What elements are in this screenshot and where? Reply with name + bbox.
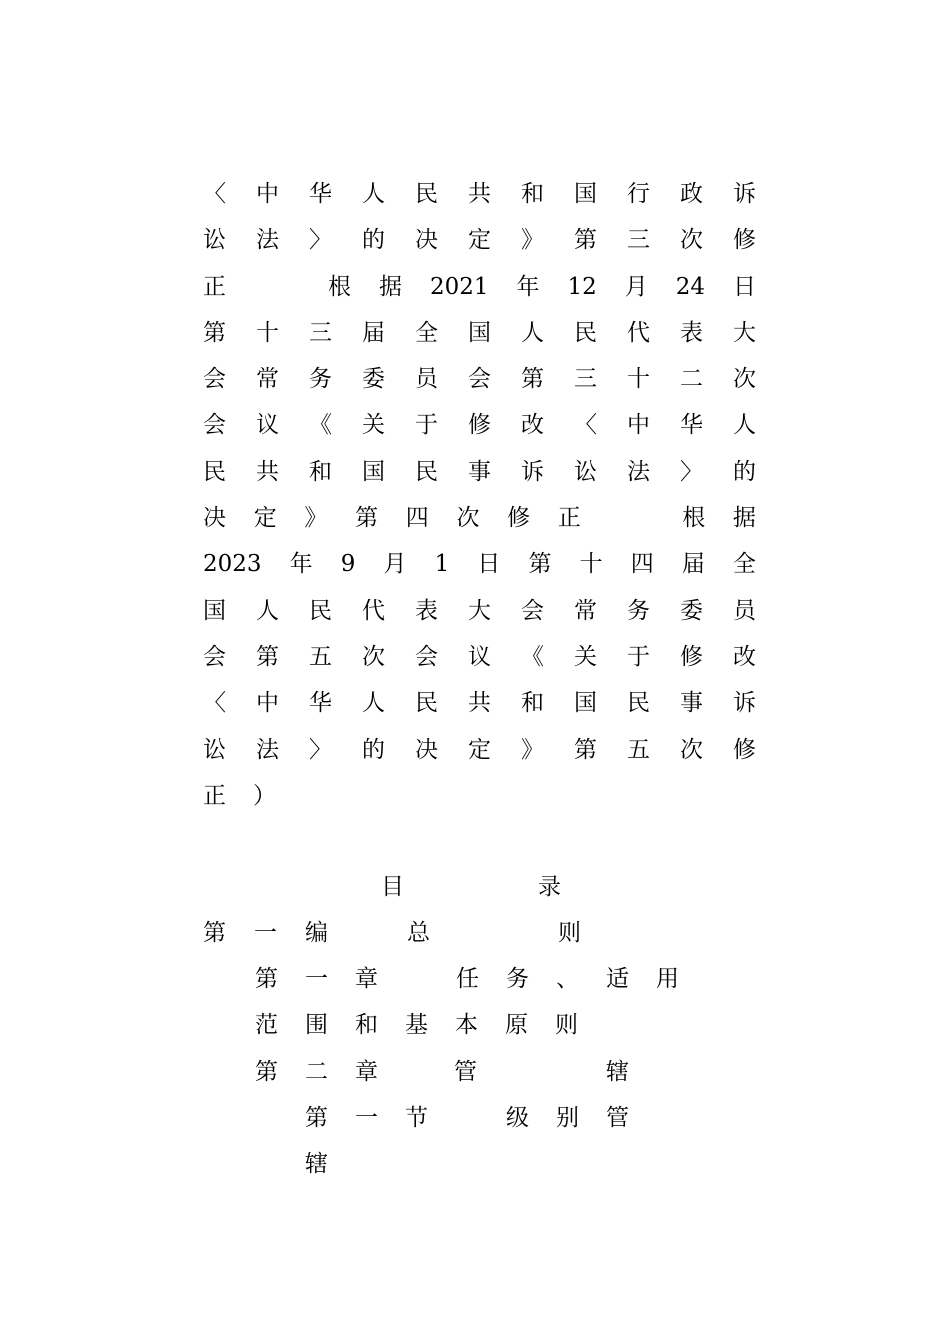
toc-part-num: 一: [254, 920, 277, 946]
text-char: 员: [415, 366, 438, 393]
text-char: 共: [256, 458, 279, 485]
toc-chapter-1[interactable]: [203, 956, 756, 1002]
text-char: 》: [521, 736, 544, 763]
text-char: 会: [203, 366, 226, 393]
text-char: 三: [574, 366, 597, 393]
text-char: 务: [309, 366, 332, 393]
text-char: 12: [567, 273, 597, 300]
text-char: 华: [680, 412, 703, 439]
toc-chapter-title: 任: [456, 966, 479, 993]
text-char: 十: [579, 551, 603, 578]
toc-title-char: 录: [538, 874, 561, 900]
text-char: 据: [732, 505, 756, 532]
text-line: [203, 402, 756, 448]
text-char: 于: [627, 643, 650, 670]
text-char: 代: [362, 597, 385, 624]
text-char: 人: [733, 412, 756, 439]
text-char: 日: [732, 273, 756, 300]
text-char: 月: [383, 551, 407, 578]
text-char: 全: [732, 551, 756, 578]
text-char: 第: [203, 319, 226, 346]
text-char: 大: [733, 319, 756, 346]
toc-section-num: 第: [305, 1104, 328, 1131]
toc-chapter-title: 范: [255, 1012, 278, 1039]
toc-chapter-title: 原: [505, 1012, 528, 1039]
toc-chapter-num: 第: [255, 966, 278, 993]
text-char: 的: [733, 458, 756, 485]
text-char: 民: [415, 181, 438, 207]
toc-chapter-title: 适: [606, 966, 629, 993]
text-char: 届: [681, 551, 705, 578]
text-char: 民: [203, 458, 226, 485]
text-char: 三: [627, 227, 650, 254]
table-of-contents: [203, 910, 756, 1187]
text-char: 议: [468, 643, 491, 670]
text-line: [203, 264, 756, 310]
toc-chapter-title: 管: [454, 1058, 477, 1085]
text-char: 法: [256, 227, 279, 254]
toc-part-1[interactable]: [203, 910, 756, 956]
text-char: 法: [256, 736, 279, 763]
toc-chapter-title: 辖: [606, 1058, 629, 1085]
text-char: 关: [362, 412, 385, 439]
text-char: 的: [362, 736, 385, 763]
text-char: 〈: [574, 412, 597, 439]
text-char: 修: [507, 505, 531, 532]
text-char: 代: [627, 319, 650, 346]
text-line: [203, 634, 756, 680]
text-char: 三: [309, 319, 332, 346]
text-char: 关: [574, 643, 597, 670]
text-char: 国: [203, 597, 226, 624]
text-char: 月: [624, 273, 648, 300]
text-char: 修: [733, 736, 756, 763]
text-line: [203, 310, 756, 356]
text-char: 的: [362, 227, 385, 254]
toc-title: [381, 864, 561, 910]
text-char: 9: [340, 551, 356, 578]
text-char: 讼: [574, 458, 597, 485]
text-char: 国: [468, 319, 491, 346]
text-char: 人: [362, 181, 385, 207]
toc-section-1-cont[interactable]: [203, 1141, 756, 1187]
text-char: 国: [574, 181, 597, 207]
toc-section-1[interactable]: [203, 1095, 756, 1141]
text-char: 民: [309, 597, 332, 624]
text-char: 十: [627, 366, 650, 393]
text-char: 人: [362, 690, 385, 717]
text-char: 表: [415, 597, 438, 624]
toc-chapter-title: 务: [506, 966, 529, 993]
text-char: 法: [627, 458, 650, 485]
text-line: [203, 495, 756, 541]
text-char: 〈: [203, 690, 226, 717]
toc-chapter-1-cont[interactable]: [203, 1002, 756, 1048]
text-char: 修: [733, 227, 756, 254]
text-char: 中: [627, 412, 650, 439]
text-char: 常: [256, 366, 279, 393]
text-char: 第: [574, 227, 597, 254]
toc-chapter-num: 一: [305, 966, 328, 993]
text-char: 2023: [203, 551, 262, 578]
text-char: 定: [468, 736, 491, 763]
toc-section-title: 级: [506, 1104, 529, 1131]
text-char: 根: [327, 273, 351, 300]
text-line: [203, 680, 756, 726]
text-char: 员: [733, 597, 756, 624]
text-char: 年: [289, 551, 313, 578]
text-char: 修: [680, 643, 703, 670]
toc-chapter-title: 用: [656, 966, 679, 993]
toc-title-char: 目: [381, 874, 404, 900]
text-char: 会: [468, 366, 491, 393]
text-char: 决: [203, 505, 226, 532]
text-char: 第: [521, 366, 544, 393]
text-char: 〉: [309, 227, 332, 254]
text-char: 国: [362, 458, 385, 485]
text-char: 委: [362, 366, 385, 393]
text-char: 2021: [429, 273, 489, 300]
text-char: 改: [521, 412, 544, 439]
text-char: 民: [574, 319, 597, 346]
text-char: 和: [521, 181, 544, 207]
text-char: 次: [362, 643, 385, 670]
toc-part-title: 则: [558, 920, 581, 946]
text-char: 事: [468, 458, 491, 485]
text-char: 根: [682, 505, 706, 532]
toc-section-title: 管: [606, 1104, 629, 1131]
toc-chapter-num: 章: [355, 966, 378, 993]
text-char: 和: [521, 690, 544, 717]
text-char: 正: [203, 273, 226, 300]
text-char: 〈: [203, 181, 226, 207]
text-char: 四: [405, 505, 429, 532]
text-char: 第: [574, 736, 597, 763]
text-line: [203, 727, 756, 773]
text-char: 诉: [733, 690, 756, 717]
text-char: 届: [362, 319, 385, 346]
text-char: 修: [468, 412, 491, 439]
text-char: 决: [415, 227, 438, 254]
text-char: 会: [521, 597, 544, 624]
text-char: 华: [309, 690, 332, 717]
toc-section-num: 节: [405, 1104, 428, 1131]
text-char: 次: [456, 505, 480, 532]
toc-part-num: 编: [305, 920, 328, 946]
text-char: 中: [256, 690, 279, 717]
text-char: 第: [256, 643, 279, 670]
toc-section-title: 辖: [305, 1150, 328, 1177]
text-char: 第: [355, 505, 379, 532]
text-char: 〉: [309, 736, 332, 763]
law-revision-text: [203, 171, 756, 819]
text-char: 1: [434, 551, 450, 578]
text-char: 民: [415, 690, 438, 717]
text-char: 会: [203, 412, 226, 439]
text-char: 次: [680, 227, 703, 254]
text-char: 会: [415, 643, 438, 670]
text-char: 人: [256, 597, 279, 624]
text-line: [203, 217, 756, 263]
text-char: 共: [468, 181, 491, 207]
text-char: 大: [468, 597, 491, 624]
text-char: 民: [627, 690, 650, 717]
text-char: 委: [680, 597, 703, 624]
text-char: 》: [521, 227, 544, 254]
text-line: [203, 773, 756, 819]
text-char: 《: [309, 412, 332, 439]
text-line: [203, 171, 756, 217]
text-char: 共: [468, 690, 491, 717]
toc-chapter-title: 、: [556, 966, 579, 993]
text-char: ）: [253, 782, 276, 809]
text-char: 》: [304, 505, 328, 532]
text-char: 政: [680, 181, 703, 207]
text-line: [203, 449, 756, 495]
text-char: 〉: [680, 458, 703, 485]
toc-chapter-num: 第: [255, 1058, 278, 1085]
text-char: 华: [309, 181, 332, 207]
text-line: [203, 588, 756, 634]
text-char: 民: [415, 458, 438, 485]
toc-chapter-num: 二: [305, 1058, 328, 1085]
toc-chapter-title: 和: [355, 1012, 378, 1039]
text-char: 五: [309, 643, 332, 670]
text-char: 行: [627, 181, 650, 207]
toc-chapter-title: 则: [555, 1012, 578, 1039]
text-char: 诉: [521, 458, 544, 485]
text-char: 务: [627, 597, 650, 624]
text-line: [203, 356, 756, 402]
text-char: 五: [627, 736, 650, 763]
text-char: 常: [574, 597, 597, 624]
text-char: 十: [256, 319, 279, 346]
toc-part-title: 总: [407, 920, 430, 946]
text-line: [203, 541, 756, 587]
text-char: 正: [557, 505, 581, 532]
text-char: 讼: [203, 227, 226, 254]
text-char: 第: [528, 551, 552, 578]
text-char: 会: [203, 643, 226, 670]
text-char: 事: [680, 690, 703, 717]
toc-chapter-title: 本: [455, 1012, 478, 1039]
text-char: 于: [415, 412, 438, 439]
text-char: 日: [477, 551, 501, 578]
text-char: 表: [680, 319, 703, 346]
text-char: 四: [630, 551, 654, 578]
text-char: 国: [574, 690, 597, 717]
text-char: 二: [680, 366, 703, 393]
toc-chapter-title: 基: [405, 1012, 428, 1039]
toc-section-num: 一: [355, 1104, 378, 1131]
text-char: 次: [733, 366, 756, 393]
text-char: 定: [468, 227, 491, 254]
text-char: 决: [415, 736, 438, 763]
text-char: 定: [253, 505, 277, 532]
text-char: 讼: [203, 736, 226, 763]
toc-chapter-title: 围: [305, 1012, 328, 1039]
text-char: 改: [733, 643, 756, 670]
toc-chapter-num: 章: [355, 1058, 378, 1085]
text-char: 正: [203, 782, 226, 809]
text-char: 议: [256, 412, 279, 439]
text-char: 中: [256, 181, 279, 207]
toc-chapter-2[interactable]: [203, 1049, 756, 1095]
text-char: 《: [521, 643, 544, 670]
toc-part-num: 第: [203, 920, 226, 946]
text-char: 人: [521, 319, 544, 346]
text-char: 次: [680, 736, 703, 763]
text-char: 全: [415, 319, 438, 346]
text-char: 24: [675, 273, 705, 300]
toc-section-title: 别: [556, 1104, 579, 1131]
text-char: 和: [309, 458, 332, 485]
text-char: 诉: [733, 181, 756, 207]
text-char: 据: [378, 273, 402, 300]
text-char: 年: [516, 273, 540, 300]
